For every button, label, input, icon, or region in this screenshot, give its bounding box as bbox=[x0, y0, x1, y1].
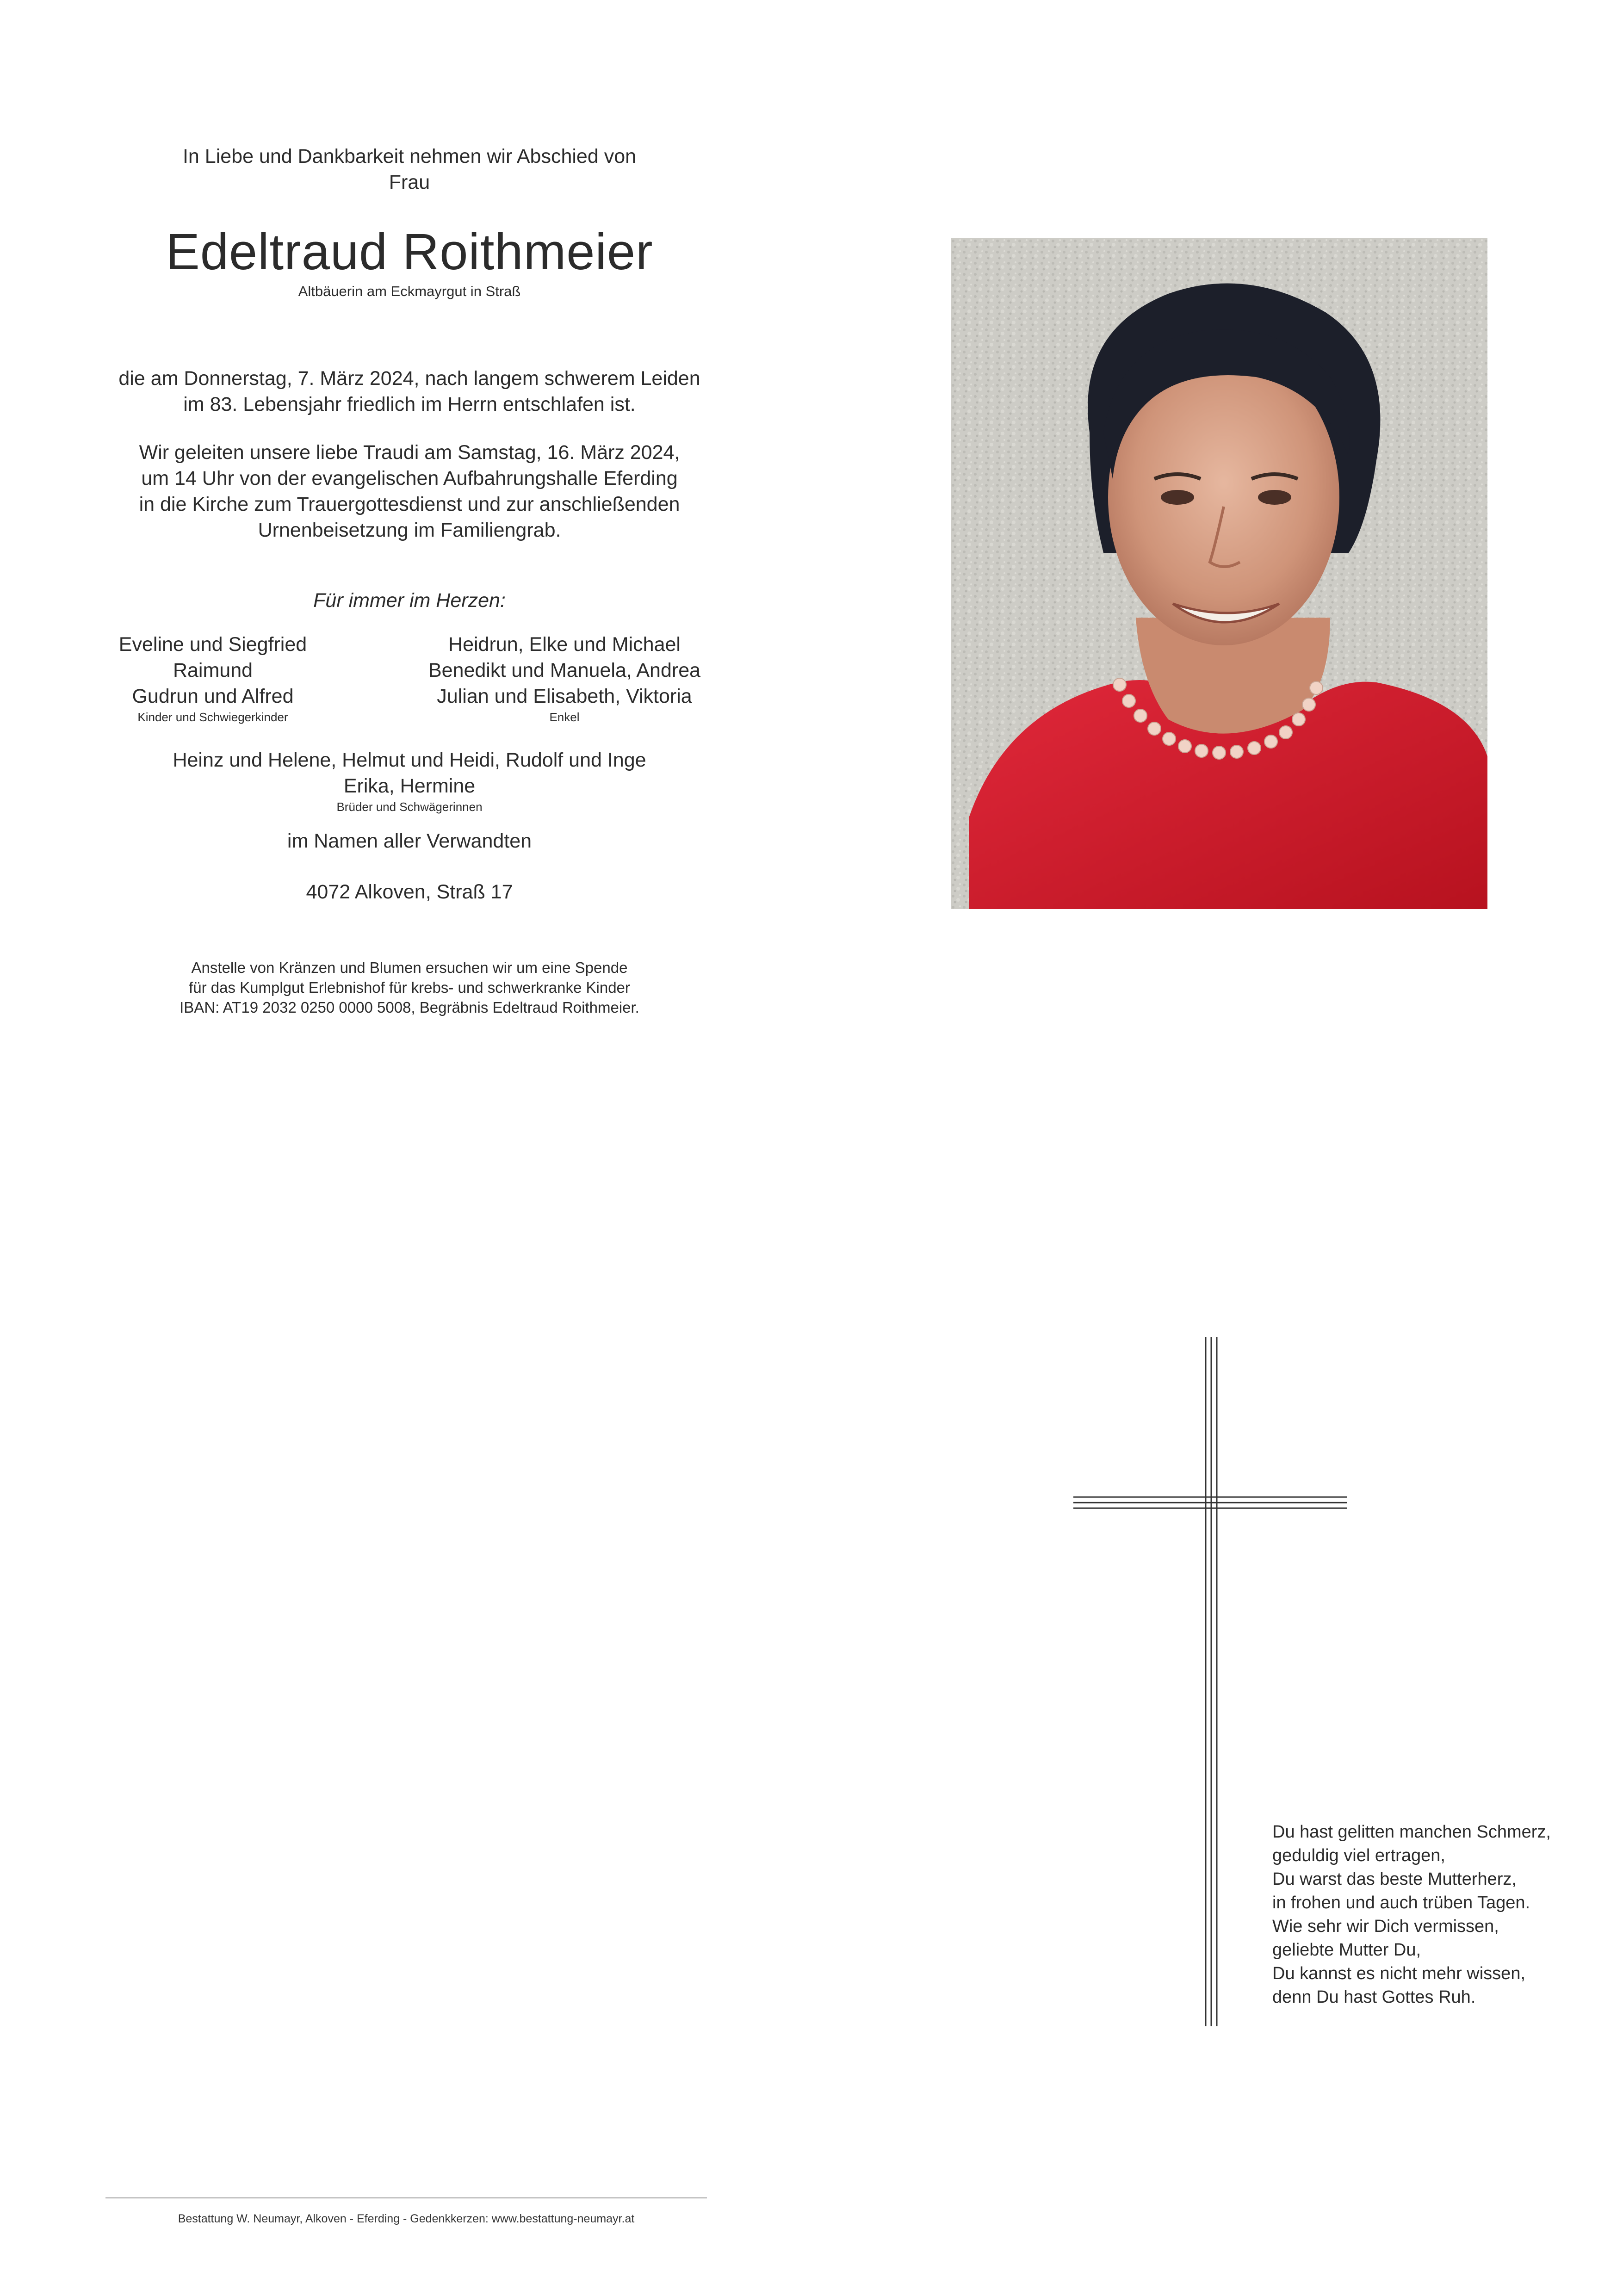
relation-label: Kinder und Schwiegerkinder bbox=[137, 710, 288, 724]
poem bbox=[1272, 1820, 1605, 2009]
poem-line: in frohen und auch trüben Tagen. bbox=[1272, 1893, 1530, 1912]
grandchildren-group bbox=[407, 631, 722, 725]
donation-line: Anstelle von Kränzen und Blumen ersuchen wir um eine Spende bbox=[191, 959, 628, 976]
poem-line: geduldig viel ertragen, bbox=[1272, 1846, 1445, 1865]
poem-line: Du kannst es nicht mehr wissen, bbox=[1272, 1964, 1526, 1983]
mourner-name: Eveline und Siegfried bbox=[118, 633, 307, 656]
intro-text bbox=[102, 143, 717, 195]
mourner-name: Benedikt und Manuela, Andrea bbox=[428, 659, 701, 681]
children-group bbox=[102, 631, 324, 725]
donation-request bbox=[102, 958, 717, 1017]
intro-line: In Liebe und Dankbarkeit nehmen wir Abschied von bbox=[182, 145, 637, 167]
relatives-note: im Namen aller Verwandten bbox=[287, 830, 532, 852]
mourner-name: Gudrun und Alfred bbox=[132, 685, 294, 707]
donation-line: IBAN: AT19 2032 0250 0000 5008, Begräbnis Edeltraud Roithmeier. bbox=[180, 999, 639, 1016]
funeral-notice-line: Wir geleiten unsere liebe Traudi am Samstag, 16. März 2024, bbox=[139, 441, 680, 464]
poem-line: Wie sehr wir Dich vermissen, bbox=[1272, 1917, 1499, 1936]
poem-line: geliebte Mutter Du, bbox=[1272, 1940, 1421, 1960]
address: 4072 Alkoven, Straß 17 bbox=[306, 881, 513, 903]
footer-divider bbox=[105, 2197, 707, 2198]
poem-line: Du warst das beste Mutterherz, bbox=[1272, 1869, 1517, 1889]
mourner-name: Heidrun, Elke und Michael bbox=[448, 633, 681, 656]
mourner-name: Heinz und Helene, Helmut und Heidi, Rudolf und Inge bbox=[173, 749, 646, 771]
salutation: Frau bbox=[389, 171, 430, 193]
death-notice bbox=[102, 365, 717, 417]
mourner-name: Raimund bbox=[173, 659, 253, 681]
mourner-name: Julian und Elisabeth, Viktoria bbox=[437, 685, 692, 707]
deceased-name: Edeltraud Roithmeier bbox=[166, 223, 653, 280]
siblings-group bbox=[102, 747, 717, 815]
poem-line: Du hast gelitten manchen Schmerz, bbox=[1272, 1822, 1551, 1842]
funeral-notice-line: in die Kirche zum Trauergottesdienst und zur anschließenden bbox=[139, 493, 680, 515]
funeral-notice-line: um 14 Uhr von der evangelischen Aufbahrungshalle Eferding bbox=[141, 467, 678, 489]
death-notice-line: im 83. Lebensjahr friedlich im Herrn entschlafen ist. bbox=[183, 393, 636, 415]
funeral-notice-line: Urnenbeisetzung im Familiengrab. bbox=[258, 519, 561, 541]
death-notice-line: die am Donnerstag, 7. März 2024, nach langem schwerem Leiden bbox=[118, 367, 700, 390]
heart-heading: Für immer im Herzen: bbox=[313, 589, 506, 612]
funeral-notice bbox=[102, 439, 717, 543]
mourner-name: Erika, Hermine bbox=[343, 775, 476, 797]
poem-line: denn Du hast Gottes Ruh. bbox=[1272, 1987, 1476, 2007]
footer-credit: Bestattung W. Neumayr, Alkoven - Eferding - Gedenkkerzen: www.bestattung-neumayr.at bbox=[178, 2212, 635, 2225]
deceased-subtitle: Altbäuerin am Eckmayrgut in Straß bbox=[298, 283, 521, 299]
donation-line: für das Kumplgut Erlebnishof für krebs- und schwerkranke Kinder bbox=[189, 979, 630, 996]
relation-label: Enkel bbox=[549, 710, 580, 724]
relation-label: Brüder und Schwägerinnen bbox=[336, 800, 483, 814]
portrait-photo bbox=[951, 238, 1487, 909]
